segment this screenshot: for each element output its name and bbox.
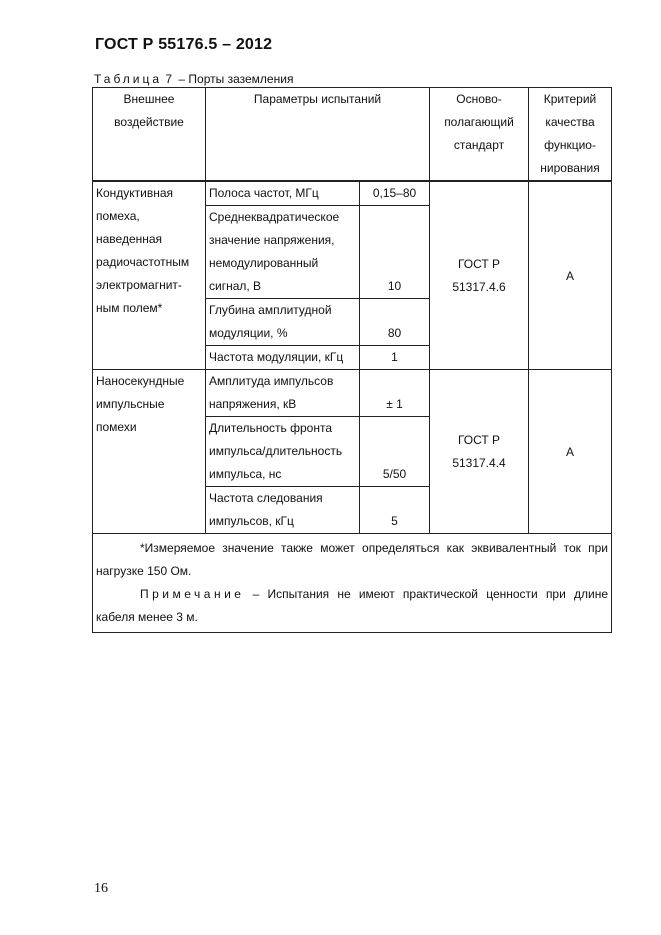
table-row <box>93 370 612 417</box>
header-standard-line: стандарт <box>453 138 505 152</box>
param-line: модуляции, % <box>209 326 288 340</box>
caption-number: 7 <box>165 72 176 86</box>
param-cell <box>206 417 360 487</box>
impact-line: помехи <box>96 420 137 434</box>
notes-cell <box>93 534 612 633</box>
value-cell: 1 <box>360 346 430 370</box>
param-cell <box>206 206 360 299</box>
table-row <box>93 181 612 206</box>
note <box>96 583 608 629</box>
value-cell: 80 <box>360 299 430 346</box>
param-line: Частота следования <box>209 491 323 505</box>
note-label: Примечание <box>140 587 245 601</box>
param-line: импульса, нс <box>209 467 282 481</box>
param-line: импульса/длительность <box>209 444 343 458</box>
impact-cell <box>93 181 206 370</box>
footnote: *Измеряемое значение также может определяться как эквивалентный ток при нагрузке 150 Ом. <box>96 541 609 578</box>
standard-cell <box>430 181 529 370</box>
header-criterion-line: нирования <box>540 161 600 175</box>
impact-line: помеха, <box>96 209 140 223</box>
param-cell <box>206 346 360 370</box>
document-title: ГОСТ Р 55176.5 – 2012 <box>95 36 273 53</box>
header-criterion-line: Критерий <box>543 92 597 106</box>
table-header-row <box>93 88 612 182</box>
param-line: Длительность фронта <box>209 421 332 435</box>
table-caption <box>94 72 293 86</box>
param-line: импульсов, кГц <box>209 514 294 528</box>
ports-table <box>92 87 612 633</box>
param-line: немодулированный <box>209 256 319 270</box>
param-cell <box>206 370 360 417</box>
caption-label: Таблица <box>94 72 163 86</box>
param-line: напряжения, кВ <box>209 397 297 411</box>
note-text: – Испытания не имеют практической ценности при длине кабеля менее 3 м. <box>96 587 609 624</box>
param-line: Глубина амплитудной <box>209 303 332 317</box>
param-cell <box>206 299 360 346</box>
impact-line: импульсные <box>96 397 165 411</box>
impact-line: наведенная <box>96 232 163 246</box>
criterion-cell: А <box>529 370 612 534</box>
impact-line: радиочастотным <box>96 255 190 269</box>
header-params: Параметры испытаний <box>206 88 430 182</box>
impact-line: Наносекундные <box>96 374 185 388</box>
value-cell: 5 <box>360 487 430 534</box>
page-number: 16 <box>94 881 108 896</box>
standard-cell <box>430 370 529 534</box>
header-standard-line: полагающий <box>444 115 514 129</box>
value-cell: 10 <box>360 206 430 299</box>
value-cell: ± 1 <box>360 370 430 417</box>
header-criterion-line: функцио- <box>544 138 596 152</box>
param-line: сигнал, В <box>209 279 262 293</box>
impact-line: ным полем* <box>96 301 163 315</box>
header-impact <box>93 88 206 182</box>
impact-line: электромагнит- <box>96 278 182 292</box>
standard-line: 51317.4.4 <box>452 455 506 470</box>
value-cell: 5/50 <box>360 417 430 487</box>
header-standard-line: Осново- <box>456 92 502 106</box>
param-line: Амплитуда импульсов <box>209 374 334 388</box>
standard-line: ГОСТ Р <box>457 256 501 271</box>
param-line: значение напряжения, <box>209 233 335 247</box>
param-cell <box>206 181 360 206</box>
header-impact-line: воздействие <box>114 115 184 129</box>
standard-line: ГОСТ Р <box>457 432 501 447</box>
param-cell <box>206 487 360 534</box>
header-impact-line: Внешнее <box>123 92 175 106</box>
value-cell: 0,15–80 <box>360 181 430 206</box>
header-standard <box>430 88 529 182</box>
criterion-cell: А <box>529 181 612 370</box>
param-line: Полоса частот, МГц <box>209 186 319 200</box>
header-criterion <box>529 88 612 182</box>
header-criterion-line: качества <box>545 115 595 129</box>
standard-line: 51317.4.6 <box>452 279 506 294</box>
caption-text: – Порты заземления <box>175 72 294 86</box>
impact-cell <box>93 370 206 534</box>
table-notes-row <box>93 534 612 633</box>
param-line: Среднеквадратическое <box>209 210 340 224</box>
impact-line: Кондуктивная <box>96 186 174 200</box>
param-line: Частота модуляции, кГц <box>209 350 344 364</box>
